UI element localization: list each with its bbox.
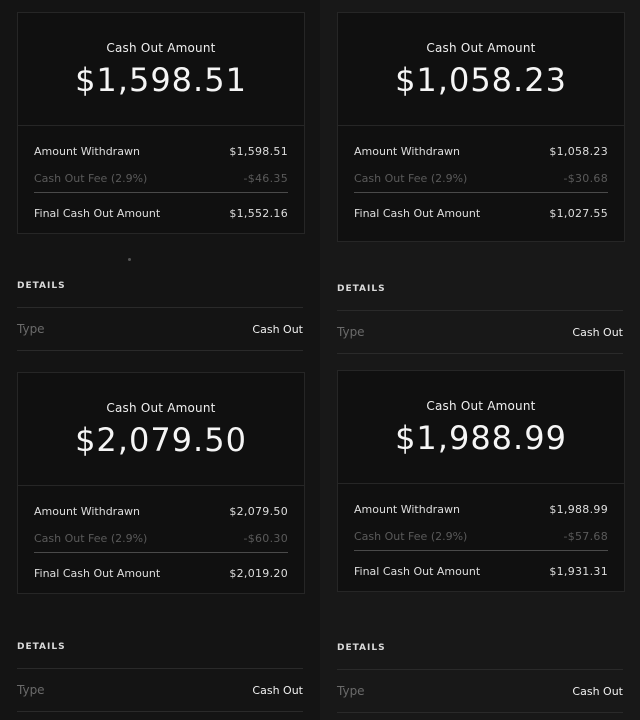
amount-withdrawn-value: $2,079.50	[229, 504, 288, 518]
final-amount-label: Final Cash Out Amount	[34, 566, 161, 580]
cashout-fee-value: -$57.68	[563, 529, 608, 543]
cashout-hero	[18, 13, 304, 126]
cashout-fee-row	[354, 522, 608, 550]
cashout-amount-value: $1,598.51	[75, 61, 247, 99]
type-value: Cash Out	[252, 322, 303, 336]
cashout-fee-label: Cash Out Fee (2.9%)	[354, 529, 468, 543]
amount-withdrawn-label: Amount Withdrawn	[354, 144, 460, 158]
amount-withdrawn-label: Amount Withdrawn	[354, 502, 460, 516]
final-amount-row	[354, 551, 608, 591]
amount-withdrawn-value: $1,058.23	[549, 144, 608, 158]
dot-marker	[128, 258, 131, 261]
cashout-amount-value: $1,058.23	[395, 61, 567, 99]
amount-withdrawn-label: Amount Withdrawn	[34, 144, 140, 158]
cashout-hero	[338, 13, 624, 126]
final-amount-label: Final Cash Out Amount	[354, 206, 481, 220]
type-row	[337, 671, 623, 711]
details-heading: DETAILS	[17, 642, 66, 652]
cashout-fee-value: -$30.68	[563, 171, 608, 185]
divider	[17, 307, 303, 308]
final-amount-row	[34, 553, 288, 593]
amount-withdrawn-row	[354, 138, 608, 164]
amount-withdrawn-row	[34, 138, 288, 164]
cashout-hero	[338, 371, 624, 484]
cashout-fee-value: -$60.30	[243, 531, 288, 545]
divider	[337, 669, 623, 670]
type-row	[17, 670, 303, 710]
cashout-breakdown	[338, 496, 624, 591]
final-amount-value: $1,027.55	[549, 206, 608, 220]
cashout-panel	[320, 0, 640, 360]
cashout-fee-row	[34, 164, 288, 192]
divider	[17, 350, 303, 351]
cashout-breakdown	[18, 498, 304, 593]
cashout-summary-card	[17, 372, 305, 594]
cashout-panel	[320, 360, 640, 720]
divider	[337, 353, 623, 354]
cashout-amount-value: $2,079.50	[75, 421, 247, 459]
cashout-panel	[0, 360, 320, 720]
final-amount-row	[354, 193, 608, 233]
type-label: Type	[337, 684, 365, 698]
final-amount-row	[34, 193, 288, 233]
amount-withdrawn-row	[354, 496, 608, 522]
cashout-breakdown	[18, 138, 304, 233]
cashout-amount-label: Cash Out Amount	[426, 399, 536, 413]
cashout-amount-label: Cash Out Amount	[106, 41, 216, 55]
cashout-summary-card	[337, 370, 625, 592]
type-value: Cash Out	[252, 683, 303, 697]
amount-withdrawn-label: Amount Withdrawn	[34, 504, 140, 518]
details-heading: DETAILS	[337, 643, 386, 653]
cashout-amount-value: $1,988.99	[395, 419, 567, 457]
cashout-amount-label: Cash Out Amount	[106, 401, 216, 415]
final-amount-value: $2,019.20	[229, 566, 288, 580]
amount-withdrawn-value: $1,988.99	[549, 502, 608, 516]
divider	[337, 310, 623, 311]
final-amount-label: Final Cash Out Amount	[354, 564, 481, 578]
amount-withdrawn-row	[34, 498, 288, 524]
type-row	[17, 309, 303, 349]
details-heading: DETAILS	[337, 284, 386, 294]
cashout-fee-label: Cash Out Fee (2.9%)	[354, 171, 468, 185]
cashout-summary-card	[337, 12, 625, 242]
cashout-fee-label: Cash Out Fee (2.9%)	[34, 531, 148, 545]
cashout-breakdown	[338, 138, 624, 233]
final-amount-value: $1,931.31	[549, 564, 608, 578]
type-label: Type	[17, 322, 45, 336]
type-label: Type	[337, 325, 365, 339]
final-amount-label: Final Cash Out Amount	[34, 206, 161, 220]
type-value: Cash Out	[572, 684, 623, 698]
details-heading: DETAILS	[17, 281, 66, 291]
divider	[337, 712, 623, 713]
cashout-fee-value: -$46.35	[243, 171, 288, 185]
cashout-fee-row	[354, 164, 608, 192]
type-label: Type	[17, 683, 45, 697]
cashout-panel	[0, 0, 320, 360]
cashout-fee-label: Cash Out Fee (2.9%)	[34, 171, 148, 185]
cashout-fee-row	[34, 524, 288, 552]
type-row	[337, 312, 623, 352]
amount-withdrawn-value: $1,598.51	[229, 144, 288, 158]
divider	[17, 668, 303, 669]
divider	[17, 711, 303, 712]
final-amount-value: $1,552.16	[229, 206, 288, 220]
cashout-amount-label: Cash Out Amount	[426, 41, 536, 55]
type-value: Cash Out	[572, 325, 623, 339]
cashout-hero	[18, 373, 304, 486]
cashout-summary-card	[17, 12, 305, 234]
